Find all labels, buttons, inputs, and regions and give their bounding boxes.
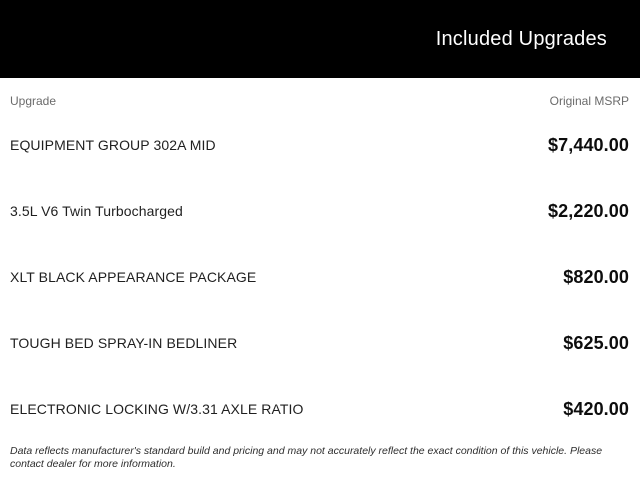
upgrade-name: 3.5L V6 Twin Turbocharged [10, 203, 183, 219]
upgrade-price: $420.00 [563, 398, 629, 419]
upgrade-price: $7,440.00 [548, 134, 629, 155]
table-row [0, 244, 640, 310]
upgrade-price: $625.00 [563, 332, 629, 353]
table-row [0, 310, 640, 376]
page-title: Included Upgrades [435, 27, 607, 50]
column-header-original-msrp: Original MSRP [549, 94, 629, 108]
disclaimer-text: Data reflects manufacturer's standard build and pricing and may not accurately reflect the exact condition of this vehicle. Please contact dealer for more information. [10, 445, 603, 470]
upgrade-price: $2,220.00 [548, 200, 629, 221]
upgrade-price: $820.00 [563, 266, 629, 287]
table-column-headers [0, 93, 640, 109]
table-row [0, 376, 640, 442]
table-row [0, 178, 640, 244]
upgrade-name: EQUIPMENT GROUP 302A MID [10, 137, 216, 153]
panel-header [0, 0, 640, 78]
column-header-upgrade: Upgrade [10, 94, 57, 108]
upgrades-table [0, 112, 640, 442]
upgrade-name: XLT BLACK APPEARANCE PACKAGE [10, 269, 257, 285]
upgrade-name: ELECTRONIC LOCKING W/3.31 AXLE RATIO [10, 401, 304, 417]
upgrade-name: TOUGH BED SPRAY-IN BEDLINER [10, 335, 238, 351]
table-row [0, 112, 640, 178]
